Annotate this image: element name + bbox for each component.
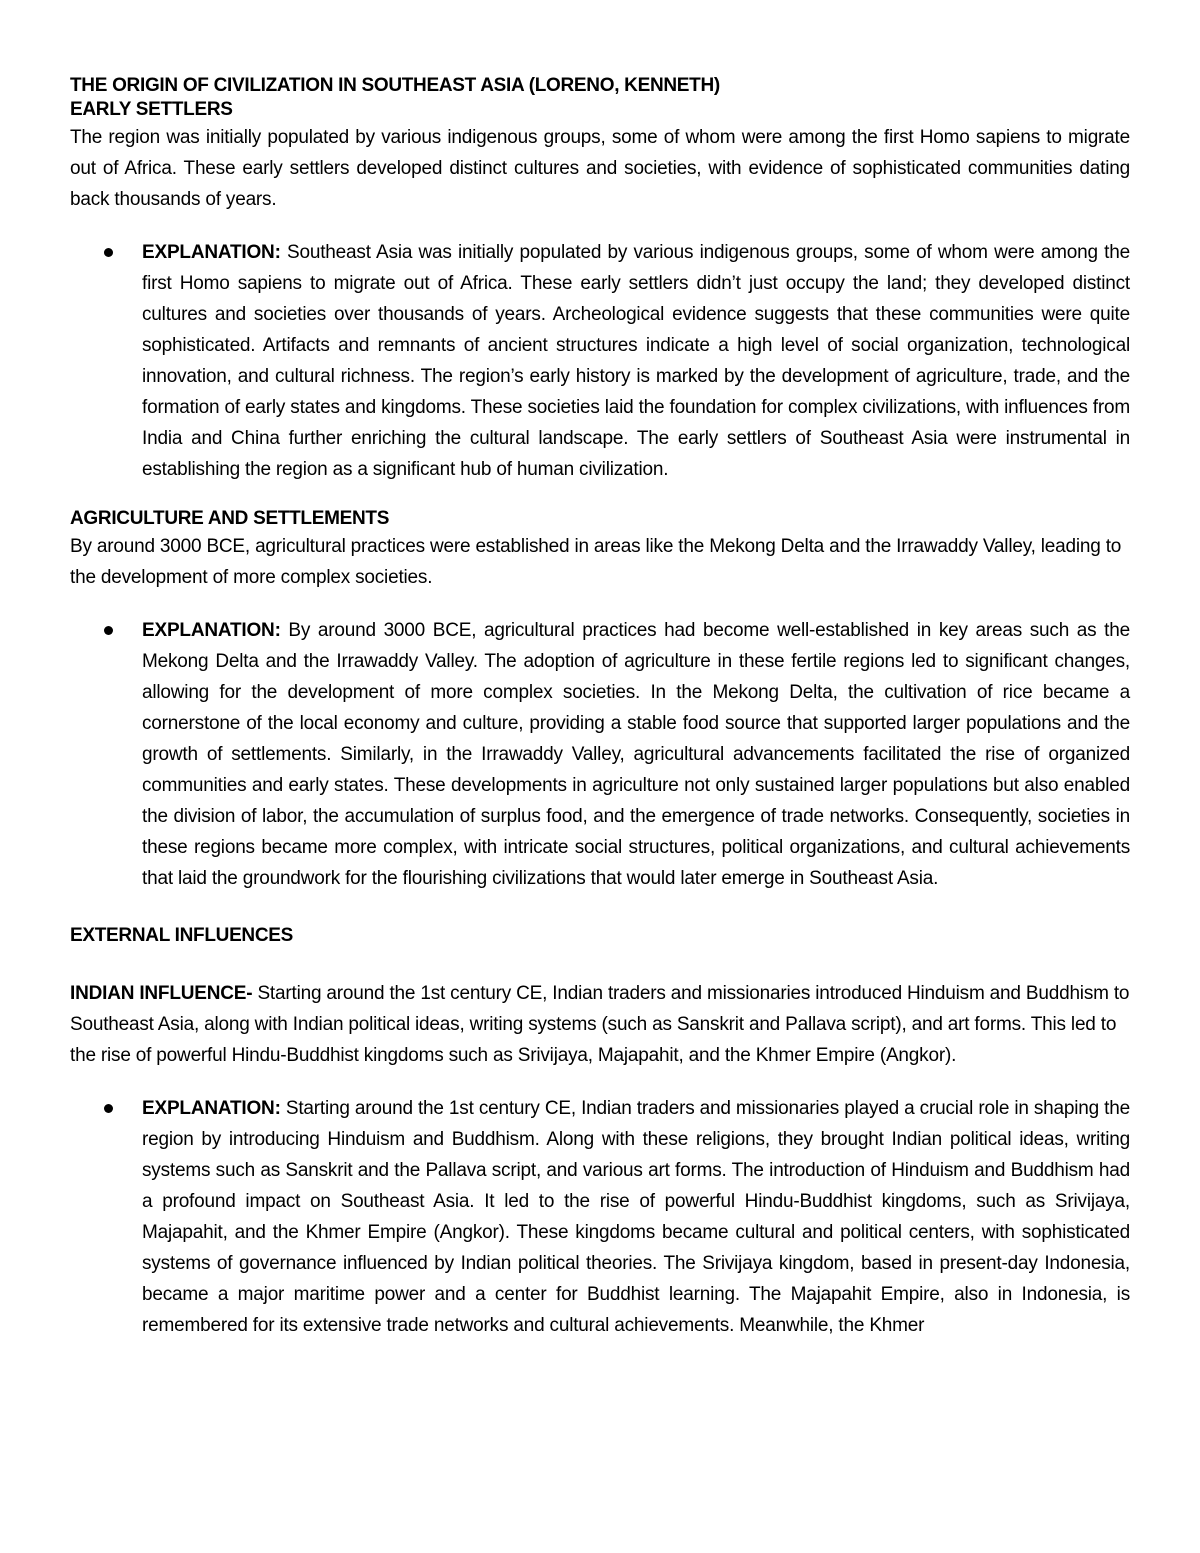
indian-influence-bullet bbox=[70, 1093, 1130, 1341]
early-settlers-bullet bbox=[70, 237, 1130, 485]
indian-influence-explanation: Starting around the 1st century CE, Indian traders and missionaries played a crucial role in shaping the region by introducing Hinduism and Buddhism. Along with these religions, they brought Indian political ideas, writing systems such as Sanskrit and the Pallava script, and various art forms. The introduction of Hinduism and Buddhism had a profound impact on Southeast Asia. It led to the rise of powerful Hindu-Buddhist kingdoms, such as Srivijaya, Majapahit, and the Khmer Empire (Angkor). These kingdoms became cultural and political centers, with sophisticated systems of governance influenced by Indian political theories. The Srivijaya kingdom, based in present-day Indonesia, became a major maritime power and a center for Buddhist learning. The Majapahit Empire, also in Indonesia, is remembered for its extensive trade networks and cultural achievements. Meanwhile, the Khmer bbox=[142, 1098, 1130, 1336]
document-page bbox=[70, 74, 1130, 1341]
early-settlers-explanation: Southeast Asia was initially populated by various indigenous groups, some of whom were among the first Homo sapiens to migrate out of Africa. These early settlers didn’t just occupy the land; they developed distinct cultures and societies over thousands of years. Archeological evidence suggests that these communities were quite sophisticated. Artifacts and remnants of ancient structures indicate a high level of social organization, technological innovation, and cultural richness. The region’s early history is marked by the development of agriculture, trade, and the formation of early states and kingdoms. These societies laid the foundation for complex civilizations, with influences from India and China further enriching the cultural landscape. The early settlers of Southeast Asia were instrumental in establishing the region as a significant hub of human civilization. bbox=[142, 242, 1130, 480]
agriculture-bullet bbox=[70, 615, 1130, 894]
bullet-dot-icon bbox=[104, 1104, 113, 1113]
early-settlers-explanation-text bbox=[142, 237, 1130, 485]
document-title: THE ORIGIN OF CIVILIZATION IN SOUTHEAST ASIA (LORENO, KENNETH) bbox=[70, 75, 720, 96]
indian-influence-paragraph bbox=[70, 978, 1130, 1071]
explanation-label: EXPLANATION: bbox=[142, 1098, 281, 1119]
bullet-dot-icon bbox=[104, 248, 113, 257]
indian-influence-intro: Starting around the 1st century CE, Indian traders and missionaries introduced Hinduism and Buddhism to Southeast Asia, along with Indian political ideas, writing systems (such as Sanskrit and Pallava script), and art forms. This led to the rise of powerful Hindu-Buddhist kingdoms such as Srivijaya, Majapahit, and the Khmer Empire (Angkor). bbox=[70, 983, 1130, 1066]
early-settlers-intro: The region was initially populated by various indigenous groups, some of whom were among the first Homo sapiens to migrate out of Africa. These early settlers developed distinct cultures and societies, with evidence of sophisticated communities dating back thousands of years. bbox=[70, 127, 1130, 210]
heading-agriculture: AGRICULTURE AND SETTLEMENTS bbox=[70, 508, 390, 529]
heading-early-settlers: EARLY SETTLERS bbox=[70, 99, 233, 120]
explanation-label: EXPLANATION: bbox=[142, 242, 281, 263]
agriculture-intro: By around 3000 BCE, agricultural practices were established in areas like the Mekong Delta and the Irrawaddy Valley, leading to the development of more complex societies. bbox=[70, 536, 1122, 588]
bullet-dot-icon bbox=[104, 626, 113, 635]
agriculture-explanation-text bbox=[142, 615, 1130, 894]
heading-external-influences: EXTERNAL INFLUENCES bbox=[70, 925, 294, 946]
agriculture-explanation: By around 3000 BCE, agricultural practices had become well-established in key areas such as the Mekong Delta and the Irrawaddy Valley. The adoption of agriculture in these fertile regions led to significant changes, allowing for the development of more complex societies. In the Mekong Delta, the cultivation of rice became a cornerstone of the local economy and culture, providing a stable food source that supported larger populations and the growth of settlements. Similarly, in the Irrawaddy Valley, agricultural advancements facilitated the rise of organized communities and early states. These developments in agriculture not only sustained larger populations but also enabled the division of labor, the accumulation of surplus food, and the emergence of trade networks. Consequently, societies in these regions became more complex, with intricate social structures, political organizations, and cultural achievements that laid the groundwork for the flourishing civilizations that would later emerge in Southeast Asia. bbox=[142, 620, 1130, 889]
indian-influence-explanation-text bbox=[142, 1093, 1130, 1341]
indian-influence-label: INDIAN INFLUENCE- bbox=[70, 983, 253, 1004]
explanation-label: EXPLANATION: bbox=[142, 620, 281, 641]
